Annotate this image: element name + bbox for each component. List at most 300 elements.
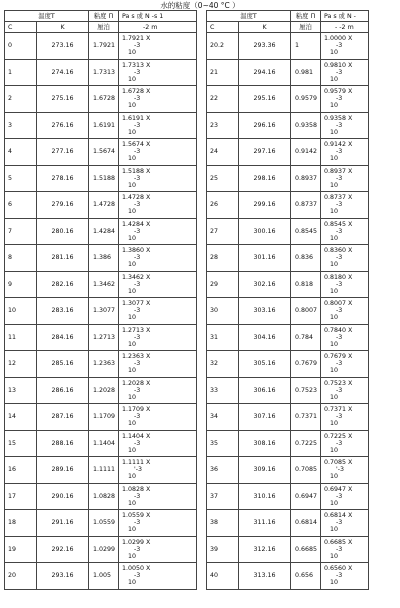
table-row bbox=[5, 112, 197, 139]
header-pa-s: Pa s 或 N - bbox=[321, 11, 369, 22]
viscosity-exponent: -3 bbox=[336, 68, 343, 76]
viscosity-pa-s-cell bbox=[119, 298, 197, 325]
viscosity-base: 10 bbox=[128, 49, 137, 57]
table-row bbox=[5, 510, 197, 537]
viscosity-base: 10 bbox=[330, 287, 339, 295]
temp-celsius-cell: 7 bbox=[5, 218, 37, 245]
temp-kelvin-cell: 273.16 bbox=[37, 33, 89, 60]
viscosity-mantissa: 0.8545 X bbox=[324, 220, 353, 228]
temp-celsius-cell: 6 bbox=[5, 192, 37, 219]
header-viscosity: 粘度 Π bbox=[89, 11, 119, 22]
viscosity-base: 10 bbox=[128, 234, 137, 242]
table-row bbox=[5, 457, 197, 484]
viscosity-pa-s-cell bbox=[321, 139, 369, 166]
temp-kelvin-cell: 312.16 bbox=[239, 536, 291, 563]
table-row bbox=[207, 33, 369, 60]
viscosity-base: 10 bbox=[128, 314, 137, 322]
viscosity-exponent: -3 bbox=[134, 519, 141, 527]
viscosity-mantissa: 1.6191 X bbox=[122, 114, 151, 122]
viscosity-mantissa: 0.6947 X bbox=[324, 485, 353, 493]
temp-celsius-cell: 27 bbox=[207, 218, 239, 245]
viscosity-cp-cell: 1.4284 bbox=[89, 218, 119, 245]
temp-kelvin-cell: 296.16 bbox=[239, 112, 291, 139]
viscosity-cp-cell: 1.386 bbox=[89, 245, 119, 272]
viscosity-pa-s-cell bbox=[321, 536, 369, 563]
viscosity-base: 10 bbox=[128, 287, 137, 295]
viscosity-mantissa: 0.9358 X bbox=[324, 114, 353, 122]
viscosity-mantissa: 0.7840 X bbox=[324, 326, 353, 334]
table-row bbox=[207, 483, 369, 510]
viscosity-cp-cell: 1.7921 bbox=[89, 33, 119, 60]
viscosity-cp-cell: 0.8737 bbox=[291, 192, 321, 219]
temp-celsius-cell: 35 bbox=[207, 430, 239, 457]
temp-celsius-cell: 2 bbox=[5, 86, 37, 113]
temp-celsius-cell: 36 bbox=[207, 457, 239, 484]
table-row bbox=[5, 86, 197, 113]
viscosity-exponent: -3 bbox=[336, 360, 343, 368]
viscosity-base: 10 bbox=[330, 155, 339, 163]
viscosity-cp-cell: 0.6947 bbox=[291, 483, 321, 510]
viscosity-mantissa: 1.7921 X bbox=[122, 35, 151, 43]
viscosity-exponent: -3 bbox=[336, 148, 343, 156]
viscosity-pa-s-cell bbox=[321, 430, 369, 457]
viscosity-pa-s-cell bbox=[119, 563, 197, 590]
viscosity-mantissa: 1.5674 X bbox=[122, 141, 151, 149]
temp-kelvin-cell: 279.16 bbox=[37, 192, 89, 219]
viscosity-mantissa: 0.6560 X bbox=[324, 565, 353, 573]
viscosity-pa-s-cell bbox=[321, 563, 369, 590]
temp-kelvin-cell: 310.16 bbox=[239, 483, 291, 510]
temp-kelvin-cell: 283.16 bbox=[37, 298, 89, 325]
viscosity-base: 10 bbox=[128, 420, 137, 428]
table-row bbox=[5, 218, 197, 245]
viscosity-cp-cell: 1.6728 bbox=[89, 86, 119, 113]
viscosity-base: 10 bbox=[330, 393, 339, 401]
temp-kelvin-cell: 299.16 bbox=[239, 192, 291, 219]
viscosity-mantissa: 0.7523 X bbox=[324, 379, 353, 387]
viscosity-cp-cell: 0.9142 bbox=[291, 139, 321, 166]
table-row bbox=[207, 192, 369, 219]
viscosity-exponent: -3 bbox=[134, 572, 141, 580]
header-unit-kelvin: K bbox=[239, 22, 291, 33]
viscosity-base: 10 bbox=[128, 579, 137, 587]
viscosity-pa-s-cell bbox=[321, 404, 369, 431]
viscosity-pa-s-cell bbox=[321, 192, 369, 219]
viscosity-pa-s-cell bbox=[119, 33, 197, 60]
viscosity-base: 10 bbox=[128, 552, 137, 560]
viscosity-cp-cell: 1.2028 bbox=[89, 377, 119, 404]
viscosity-cp-cell: 0.6685 bbox=[291, 536, 321, 563]
temp-celsius-cell: 19 bbox=[5, 536, 37, 563]
viscosity-pa-s-cell bbox=[119, 59, 197, 86]
viscosity-mantissa: 0.8937 X bbox=[324, 167, 353, 175]
viscosity-cp-cell: 0.8937 bbox=[291, 165, 321, 192]
header-temperature: 温度T bbox=[207, 11, 291, 22]
table-row bbox=[207, 271, 369, 298]
viscosity-mantissa: 1.6728 X bbox=[122, 88, 151, 96]
viscosity-mantissa: 1.0000 X bbox=[324, 35, 353, 43]
viscosity-base: 10 bbox=[330, 102, 339, 110]
viscosity-base: 10 bbox=[330, 526, 339, 534]
viscosity-mantissa: 1.1111 X bbox=[122, 459, 151, 467]
viscosity-mantissa: 0.6685 X bbox=[324, 538, 353, 546]
viscosity-cp-cell: 0.818 bbox=[291, 271, 321, 298]
header-unit-m: - -2 m bbox=[321, 22, 369, 33]
viscosity-mantissa: 0.7085 X bbox=[324, 459, 353, 467]
viscosity-cp-cell: 1.0828 bbox=[89, 483, 119, 510]
temp-celsius-cell: 0 bbox=[5, 33, 37, 60]
viscosity-cp-cell: 1.0559 bbox=[89, 510, 119, 537]
table-row bbox=[5, 33, 197, 60]
table-row bbox=[5, 483, 197, 510]
temp-celsius-cell: 10 bbox=[5, 298, 37, 325]
temp-kelvin-cell: 293.36 bbox=[239, 33, 291, 60]
viscosity-exponent: -3 bbox=[336, 227, 343, 235]
viscosity-cp-cell: 0.7523 bbox=[291, 377, 321, 404]
viscosity-cp-cell: 0.7371 bbox=[291, 404, 321, 431]
temp-celsius-cell: 22 bbox=[207, 86, 239, 113]
table-row bbox=[207, 218, 369, 245]
viscosity-exponent: -3 bbox=[336, 545, 343, 553]
table-row bbox=[207, 510, 369, 537]
table-row bbox=[207, 457, 369, 484]
viscosity-pa-s-cell bbox=[321, 112, 369, 139]
viscosity-cp-cell: 1.005 bbox=[89, 563, 119, 590]
viscosity-mantissa: 0.9579 X bbox=[324, 88, 353, 96]
viscosity-pa-s-cell bbox=[321, 377, 369, 404]
temp-celsius-cell: 28 bbox=[207, 245, 239, 272]
temp-celsius-cell: 29 bbox=[207, 271, 239, 298]
table-row bbox=[5, 245, 197, 272]
viscosity-exponent: -3 bbox=[336, 42, 343, 50]
viscosity-base: 10 bbox=[128, 208, 137, 216]
temp-kelvin-cell: 292.16 bbox=[37, 536, 89, 563]
viscosity-pa-s-cell bbox=[119, 139, 197, 166]
temp-celsius-cell: 9 bbox=[5, 271, 37, 298]
viscosity-pa-s-cell bbox=[321, 298, 369, 325]
temp-kelvin-cell: 274.16 bbox=[37, 59, 89, 86]
viscosity-exponent: -3 bbox=[134, 492, 141, 500]
temp-celsius-cell: 38 bbox=[207, 510, 239, 537]
viscosity-base: 10 bbox=[330, 314, 339, 322]
viscosity-mantissa: 0.7371 X bbox=[324, 406, 353, 414]
viscosity-exponent: -3 bbox=[134, 307, 141, 315]
viscosity-mantissa: 1.3860 X bbox=[122, 247, 151, 255]
viscosity-exponent: -3 bbox=[336, 492, 343, 500]
viscosity-exponent: -3 bbox=[336, 333, 343, 341]
viscosity-cp-cell: 0.7085 bbox=[291, 457, 321, 484]
temp-kelvin-cell: 275.16 bbox=[37, 86, 89, 113]
viscosity-mantissa: 0.7225 X bbox=[324, 432, 353, 440]
header-pa-s: Pa s 或 N -s 1 bbox=[119, 11, 197, 22]
table-row bbox=[5, 351, 197, 378]
header-unit-centipoise: 厘泊 bbox=[89, 22, 119, 33]
temp-kelvin-cell: 311.16 bbox=[239, 510, 291, 537]
viscosity-pa-s-cell bbox=[119, 483, 197, 510]
viscosity-base: 10 bbox=[330, 499, 339, 507]
viscosity-cp-cell: 1.7313 bbox=[89, 59, 119, 86]
viscosity-exponent: -3 bbox=[134, 254, 141, 262]
table-row bbox=[5, 165, 197, 192]
viscosity-mantissa: 0.9810 X bbox=[324, 61, 353, 69]
temp-kelvin-cell: 302.16 bbox=[239, 271, 291, 298]
viscosity-base: 10 bbox=[330, 473, 339, 481]
viscosity-pa-s-cell bbox=[119, 218, 197, 245]
temp-celsius-cell: 15 bbox=[5, 430, 37, 457]
temp-celsius-cell: 25 bbox=[207, 165, 239, 192]
table-row bbox=[5, 271, 197, 298]
viscosity-exponent: -3 bbox=[134, 439, 141, 447]
table-row bbox=[5, 192, 197, 219]
header-unit-celsius: C bbox=[5, 22, 37, 33]
viscosity-mantissa: 1.0050 X bbox=[122, 565, 151, 573]
temp-kelvin-cell: 313.16 bbox=[239, 563, 291, 590]
viscosity-base: 10 bbox=[128, 75, 137, 83]
header-temperature: 温度T bbox=[5, 11, 89, 22]
viscosity-exponent: -3 bbox=[336, 439, 343, 447]
table-row bbox=[5, 404, 197, 431]
viscosity-cp-cell: 0.784 bbox=[291, 324, 321, 351]
viscosity-pa-s-cell bbox=[119, 510, 197, 537]
table-row bbox=[207, 536, 369, 563]
viscosity-base: 10 bbox=[330, 261, 339, 269]
temp-kelvin-cell: 285.16 bbox=[37, 351, 89, 378]
viscosity-mantissa: 1.5188 X bbox=[122, 167, 151, 175]
temp-celsius-cell: 16 bbox=[5, 457, 37, 484]
table-body-left bbox=[5, 33, 197, 590]
header-unit-centipoise: 厘泊 bbox=[291, 22, 321, 33]
table-row bbox=[5, 139, 197, 166]
viscosity-table-left bbox=[4, 10, 197, 590]
viscosity-cp-cell: 0.7679 bbox=[291, 351, 321, 378]
viscosity-cp-cell: 0.836 bbox=[291, 245, 321, 272]
temp-kelvin-cell: 278.16 bbox=[37, 165, 89, 192]
temp-celsius-cell: 18 bbox=[5, 510, 37, 537]
table-row bbox=[5, 324, 197, 351]
temp-celsius-cell: 37 bbox=[207, 483, 239, 510]
viscosity-pa-s-cell bbox=[321, 510, 369, 537]
viscosity-table-right bbox=[206, 10, 369, 590]
viscosity-mantissa: 1.3077 X bbox=[122, 300, 151, 308]
viscosity-exponent: -3 bbox=[336, 254, 343, 262]
viscosity-exponent: -3 bbox=[134, 360, 141, 368]
viscosity-exponent: -3 bbox=[336, 121, 343, 129]
temp-celsius-cell: 32 bbox=[207, 351, 239, 378]
viscosity-cp-cell: 1.1111 bbox=[89, 457, 119, 484]
viscosity-base: 10 bbox=[128, 181, 137, 189]
temp-celsius-cell: 21 bbox=[207, 59, 239, 86]
viscosity-cp-cell: 1.5674 bbox=[89, 139, 119, 166]
viscosity-cp-cell: 1.1404 bbox=[89, 430, 119, 457]
temp-kelvin-cell: 293.16 bbox=[37, 563, 89, 590]
viscosity-mantissa: 0.9142 X bbox=[324, 141, 353, 149]
viscosity-cp-cell: 0.7225 bbox=[291, 430, 321, 457]
temp-celsius-cell: 20 bbox=[5, 563, 37, 590]
temp-kelvin-cell: 280.16 bbox=[37, 218, 89, 245]
viscosity-base: 10 bbox=[330, 75, 339, 83]
viscosity-base: 10 bbox=[128, 261, 137, 269]
viscosity-base: 10 bbox=[330, 446, 339, 454]
viscosity-exponent: -3 bbox=[336, 413, 343, 421]
viscosity-cp-cell: 1.2363 bbox=[89, 351, 119, 378]
viscosity-pa-s-cell bbox=[119, 271, 197, 298]
table-row bbox=[207, 112, 369, 139]
viscosity-cp-cell: 1.0299 bbox=[89, 536, 119, 563]
viscosity-base: 10 bbox=[330, 579, 339, 587]
table-row bbox=[5, 430, 197, 457]
viscosity-base: 10 bbox=[330, 181, 339, 189]
viscosity-pa-s-cell bbox=[321, 271, 369, 298]
viscosity-pa-s-cell bbox=[321, 33, 369, 60]
viscosity-pa-s-cell bbox=[321, 245, 369, 272]
viscosity-mantissa: 0.8180 X bbox=[324, 273, 353, 281]
table-row bbox=[207, 324, 369, 351]
temp-celsius-cell: 20.2 bbox=[207, 33, 239, 60]
table-row bbox=[207, 86, 369, 113]
viscosity-base: 10 bbox=[128, 155, 137, 163]
table-row bbox=[5, 377, 197, 404]
temp-celsius-cell: 13 bbox=[5, 377, 37, 404]
temp-celsius-cell: 31 bbox=[207, 324, 239, 351]
viscosity-base: 10 bbox=[330, 208, 339, 216]
temp-kelvin-cell: 297.16 bbox=[239, 139, 291, 166]
temp-kelvin-cell: 289.16 bbox=[37, 457, 89, 484]
viscosity-exponent: -3 bbox=[336, 95, 343, 103]
table-row bbox=[207, 298, 369, 325]
viscosity-mantissa: 1.1709 X bbox=[122, 406, 151, 414]
temp-kelvin-cell: 306.16 bbox=[239, 377, 291, 404]
viscosity-pa-s-cell bbox=[119, 457, 197, 484]
viscosity-cp-cell: 1 bbox=[291, 33, 321, 60]
temp-kelvin-cell: 290.16 bbox=[37, 483, 89, 510]
temp-celsius-cell: 24 bbox=[207, 139, 239, 166]
viscosity-cp-cell: 0.8545 bbox=[291, 218, 321, 245]
viscosity-pa-s-cell bbox=[321, 483, 369, 510]
viscosity-exponent: -3 bbox=[134, 227, 141, 235]
viscosity-pa-s-cell bbox=[321, 165, 369, 192]
header-unit-celsius: C bbox=[207, 22, 239, 33]
viscosity-base: 10 bbox=[330, 552, 339, 560]
viscosity-base: 10 bbox=[128, 367, 137, 375]
viscosity-mantissa: 1.0559 X bbox=[122, 512, 151, 520]
table-row bbox=[207, 165, 369, 192]
viscosity-pa-s-cell bbox=[119, 112, 197, 139]
temp-kelvin-cell: 300.16 bbox=[239, 218, 291, 245]
table-row bbox=[207, 139, 369, 166]
table-row bbox=[207, 404, 369, 431]
table-row bbox=[207, 59, 369, 86]
viscosity-cp-cell: 1.6191 bbox=[89, 112, 119, 139]
viscosity-cp-cell: 1.2713 bbox=[89, 324, 119, 351]
viscosity-exponent: -3 bbox=[134, 42, 141, 50]
table-row bbox=[207, 563, 369, 590]
viscosity-cp-cell: 0.656 bbox=[291, 563, 321, 590]
temp-celsius-cell: 11 bbox=[5, 324, 37, 351]
viscosity-exponent: -3 bbox=[134, 333, 141, 341]
temp-celsius-cell: 1 bbox=[5, 59, 37, 86]
viscosity-pa-s-cell bbox=[321, 351, 369, 378]
table-row bbox=[5, 563, 197, 590]
temp-kelvin-cell: 304.16 bbox=[239, 324, 291, 351]
viscosity-exponent: -3 bbox=[134, 545, 141, 553]
temp-kelvin-cell: 294.16 bbox=[239, 59, 291, 86]
table-body-right bbox=[207, 33, 369, 590]
viscosity-exponent: -3 bbox=[134, 280, 141, 288]
viscosity-exponent: -3 bbox=[336, 174, 343, 182]
viscosity-pa-s-cell bbox=[321, 86, 369, 113]
viscosity-base: 10 bbox=[330, 234, 339, 242]
temp-kelvin-cell: 288.16 bbox=[37, 430, 89, 457]
viscosity-base: 10 bbox=[128, 340, 137, 348]
viscosity-base: 10 bbox=[330, 420, 339, 428]
header-viscosity: 粘度 Π bbox=[291, 11, 321, 22]
viscosity-exponent: -3 bbox=[134, 68, 141, 76]
viscosity-exponent: -3 bbox=[134, 174, 141, 182]
temp-celsius-cell: 30 bbox=[207, 298, 239, 325]
viscosity-cp-cell: 1.3462 bbox=[89, 271, 119, 298]
viscosity-base: 10 bbox=[128, 473, 137, 481]
viscosity-cp-cell: 0.981 bbox=[291, 59, 321, 86]
temp-celsius-cell: 17 bbox=[5, 483, 37, 510]
viscosity-exponent: -3 bbox=[336, 519, 343, 527]
table-row bbox=[207, 430, 369, 457]
viscosity-mantissa: 1.4728 X bbox=[122, 194, 151, 202]
temp-kelvin-cell: 284.16 bbox=[37, 324, 89, 351]
temp-kelvin-cell: 305.16 bbox=[239, 351, 291, 378]
table-row bbox=[207, 377, 369, 404]
temp-kelvin-cell: 281.16 bbox=[37, 245, 89, 272]
table-row bbox=[207, 245, 369, 272]
viscosity-base: 10 bbox=[330, 49, 339, 57]
viscosity-exponent: -3 bbox=[336, 201, 343, 209]
viscosity-mantissa: 0.8360 X bbox=[324, 247, 353, 255]
viscosity-base: 10 bbox=[330, 367, 339, 375]
temp-celsius-cell: 40 bbox=[207, 563, 239, 590]
viscosity-base: 10 bbox=[128, 446, 137, 454]
viscosity-cp-cell: 0.8007 bbox=[291, 298, 321, 325]
viscosity-pa-s-cell bbox=[119, 430, 197, 457]
temp-celsius-cell: 5 bbox=[5, 165, 37, 192]
viscosity-mantissa: 0.6814 X bbox=[324, 512, 353, 520]
temp-kelvin-cell: 298.16 bbox=[239, 165, 291, 192]
table-row bbox=[207, 351, 369, 378]
viscosity-mantissa: 0.8737 X bbox=[324, 194, 353, 202]
table-title: 水的粘度（0~40 °C ） bbox=[160, 1, 240, 10]
viscosity-pa-s-cell bbox=[119, 245, 197, 272]
temp-celsius-cell: 26 bbox=[207, 192, 239, 219]
viscosity-pa-s-cell bbox=[119, 192, 197, 219]
viscosity-mantissa: 1.2363 X bbox=[122, 353, 151, 361]
viscosity-pa-s-cell bbox=[321, 218, 369, 245]
temp-kelvin-cell: 295.16 bbox=[239, 86, 291, 113]
viscosity-exponent: -3 bbox=[336, 280, 343, 288]
viscosity-pa-s-cell bbox=[119, 536, 197, 563]
viscosity-mantissa: 0.7679 X bbox=[324, 353, 353, 361]
viscosity-cp-cell: 0.9579 bbox=[291, 86, 321, 113]
viscosity-pa-s-cell bbox=[119, 324, 197, 351]
temp-celsius-cell: 12 bbox=[5, 351, 37, 378]
viscosity-base: 10 bbox=[330, 128, 339, 136]
temp-celsius-cell: 8 bbox=[5, 245, 37, 272]
viscosity-mantissa: 1.7313 X bbox=[122, 61, 151, 69]
viscosity-mantissa: 0.8007 X bbox=[324, 300, 353, 308]
viscosity-mantissa: 1.2713 X bbox=[122, 326, 151, 334]
temp-kelvin-cell: 301.16 bbox=[239, 245, 291, 272]
temp-kelvin-cell: 307.16 bbox=[239, 404, 291, 431]
viscosity-base: 10 bbox=[128, 499, 137, 507]
viscosity-pa-s-cell bbox=[119, 351, 197, 378]
viscosity-exponent: -3 bbox=[134, 121, 141, 129]
